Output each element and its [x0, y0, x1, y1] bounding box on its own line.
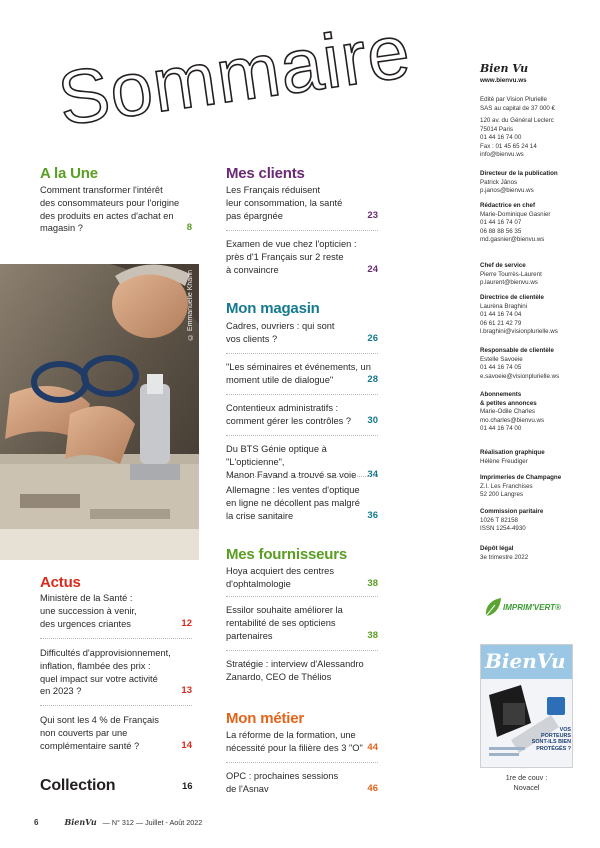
block-line: 3e trimestre 2022 — [480, 553, 529, 561]
block-line: 06 61 21 42 79 — [480, 319, 522, 327]
entry-text: Essilor souhaite améliorer la rentabilité de ses opticiens partenaires — [226, 605, 343, 641]
block-heading: Réalisation graphique — [480, 449, 545, 456]
divider — [226, 353, 378, 354]
section-title-collection[interactable]: Collection — [40, 777, 116, 794]
block-line[interactable]: e.savoeie@visionplurielle.ws — [480, 372, 560, 380]
masthead-block — [480, 545, 595, 562]
block-heading: Imprimeries de Champagne — [480, 474, 562, 481]
section-title-a-la-une: A la Une — [40, 165, 98, 182]
entry-text: Qui sont les 4 % de Français non couverts par une complémentaire santé ? — [40, 715, 159, 751]
address-line: 120 av. du Général Leclerc — [480, 117, 554, 124]
entry-page: 14 — [181, 739, 192, 751]
block-line: Patrick Jânos — [480, 178, 518, 186]
block-heading: Rédactrice en chef — [480, 202, 536, 209]
divider — [40, 638, 192, 639]
divider — [226, 650, 378, 651]
entry-page: 13 — [181, 685, 192, 697]
entry-text: Ministère de la Santé : une succession à venir, des urgences criantes — [40, 593, 137, 629]
block-line: Estelle Savoeie — [480, 355, 523, 363]
entry-text: Du BTS Génie optique à "L'opticienne", Manon Favand a trouvé sa voie — [226, 444, 357, 480]
entry-text: OPC : prochaines sessions de l'Asnav — [226, 771, 339, 794]
toc-entry[interactable] — [40, 184, 192, 235]
divider — [226, 476, 378, 477]
masthead-block — [480, 508, 595, 534]
toc-entry[interactable] — [226, 604, 378, 642]
masthead-publisher — [480, 96, 595, 113]
divider — [226, 762, 378, 763]
block-line[interactable]: md.gasnier@bienvu.ws — [480, 236, 545, 244]
masthead-block — [480, 449, 595, 466]
block-line: Laurèna Braghini — [480, 302, 528, 310]
block-line: Z.I. Les Franchises — [480, 482, 533, 490]
masthead-address — [480, 117, 595, 160]
section-title-actus: Actus — [40, 574, 81, 591]
toc-entry[interactable] — [226, 658, 378, 684]
masthead-block — [480, 391, 595, 434]
toc-entry[interactable] — [226, 238, 378, 276]
block-heading: Chef de service — [480, 262, 526, 269]
masthead-logo: Bien Vu — [480, 62, 529, 75]
masthead-block — [480, 474, 595, 500]
section-title-mon-magasin: Mon magasin — [226, 300, 320, 317]
masthead-block — [480, 294, 595, 337]
entry-text: Hoya acquiert des centres d'ophtalmologie — [226, 566, 335, 589]
block-line: Pierre Tourrès-Laurent — [480, 270, 542, 278]
entry-page: 23 — [367, 209, 378, 221]
title-text: Sommaire — [53, 8, 416, 143]
entry-page: 44 — [367, 741, 378, 753]
entry-page: 46 — [367, 782, 378, 794]
toc-entry[interactable] — [226, 770, 378, 796]
publisher-line: SAS au capital de 37 000 € — [480, 104, 555, 112]
toc-entry[interactable] — [226, 484, 378, 522]
cover-headline: VOS PORTEURS SONT-ILS BIEN PROTÉGÉS ? — [531, 727, 571, 752]
cover-thumbnail[interactable] — [480, 644, 573, 768]
entry-page: 34 — [367, 468, 378, 480]
entry-page: 28 — [367, 373, 378, 385]
cover-caption: 1re de couv : Novacel — [505, 773, 548, 792]
entry-text: "Les séminaires et événements, un moment utile de dialogue" — [226, 362, 371, 385]
masthead-block — [480, 262, 595, 288]
toc-entry[interactable] — [40, 647, 192, 698]
block-line: Marie-Dominique Gasnier — [480, 210, 551, 218]
toc-entry[interactable] — [226, 361, 378, 387]
collection-page: 16 — [182, 781, 193, 792]
entry-page: 24 — [367, 263, 378, 275]
masthead-block — [480, 170, 595, 196]
entry-text: Les Français réduisent leur consommation, la santé pas épargnée — [226, 185, 343, 221]
divider — [226, 596, 378, 597]
publisher-line: Edité par Vision Plurielle — [480, 96, 547, 103]
address-line: 75014 Paris — [480, 125, 514, 133]
divider — [40, 705, 192, 706]
block-line: 01 44 16 74 00 — [480, 425, 522, 433]
entry-text: Cadres, ouvriers : qui sont vos clients ? — [226, 321, 335, 344]
entry-page: 30 — [367, 414, 378, 426]
block-line: 1026 T 82158 — [480, 516, 518, 524]
toc-entry[interactable] — [40, 592, 192, 630]
cover-logo: BienVu — [485, 649, 566, 673]
address-line[interactable]: info@bienvu.ws — [480, 151, 524, 159]
block-heading: Commission paritaire — [480, 508, 544, 515]
masthead-block — [480, 202, 595, 245]
block-line: 01 44 16 74 04 — [480, 311, 522, 319]
entry-text: Allemagne : les ventes d'optique en ligne ne décollent pas malgré la crise sanitaire — [226, 485, 360, 521]
masthead-block — [480, 347, 595, 381]
issue-info: — N° 312 — Juillet - Août 2022 — [102, 818, 203, 827]
block-line[interactable]: p.laurent@bienvu.ws — [480, 279, 538, 287]
toc-entry[interactable] — [226, 184, 378, 222]
entry-page: 38 — [367, 629, 378, 641]
entry-page: 8 — [186, 222, 192, 234]
section-title-mon-metier: Mon métier — [226, 710, 305, 727]
toc-entry[interactable] — [226, 565, 378, 591]
block-heading: Dépôt légal — [480, 545, 514, 552]
section-title-mes-fournisseurs: Mes fournisseurs — [226, 546, 348, 563]
divider — [226, 394, 378, 395]
address-line: Fax : 01 45 65 24 14 — [480, 142, 537, 150]
block-heading: Directrice de clientèle — [480, 294, 544, 301]
block-line: Hélène Freudiger — [480, 457, 528, 465]
block-line: 01 44 16 74 07 — [480, 219, 522, 227]
address-line: 01 44 16 74 00 — [480, 134, 522, 142]
divider — [226, 435, 378, 436]
page-footer — [34, 817, 202, 827]
entry-text: Comment transformer l'intérêt des consommateurs pour l'origine des produits en actes d'achat en magasin ? — [40, 185, 180, 234]
block-heading: Abonnements & petites annonces — [480, 391, 537, 407]
optician-photo — [0, 264, 199, 560]
block-line: ISSN 1254-4930 — [480, 525, 526, 533]
entry-text: La réforme de la formation, une nécessité pour la filière des 3 "O" — [226, 730, 363, 753]
toc-entry[interactable] — [40, 714, 192, 752]
entry-text: Examen de vue chez l'opticien : près d'1 Français sur 2 reste à convaincre — [226, 239, 357, 275]
divider — [226, 230, 378, 231]
entry-text: Stratégie : interview d'Alessandro Zanardo, CEO de Thélios — [226, 659, 364, 682]
toc-entry[interactable] — [226, 320, 378, 346]
imprim-vert-label: IMPRIM'VERT® — [503, 603, 561, 612]
block-line[interactable]: mo.charles@bienvu.ws — [480, 416, 545, 424]
entry-text: Difficultés d'approvisionnement, inflation, flambée des prix : quel impact sur votre activité en 2023 ? — [40, 648, 171, 697]
block-line: Marie-Odile Charles — [480, 408, 536, 416]
block-line[interactable]: l.braghini@visionplurielle.ws — [480, 328, 558, 336]
block-line: 52 200 Langres — [480, 491, 524, 499]
block-heading: Directeur de la publication — [480, 170, 558, 177]
block-line: 01 44 16 74 05 — [480, 364, 522, 372]
toc-entry[interactable] — [226, 729, 378, 755]
block-line[interactable]: p.janos@bienvu.ws — [480, 187, 534, 195]
block-heading: Responsable de clientèle — [480, 347, 554, 354]
entry-page: 36 — [367, 509, 378, 521]
photo-credit: © Emmanuelle Khann — [187, 270, 194, 341]
leaf-icon — [483, 596, 503, 620]
page-number: 6 — [34, 818, 39, 827]
page-title — [46, 8, 416, 143]
entry-page: 12 — [181, 617, 192, 629]
block-line: 06 88 88 56 35 — [480, 227, 522, 235]
entry-page: 38 — [367, 577, 378, 589]
toc-entry[interactable] — [226, 402, 378, 428]
masthead-url[interactable]: www.bienvu.ws — [480, 77, 527, 84]
imprim-vert-logo — [483, 596, 583, 622]
footer-logo: BienVu — [64, 817, 97, 827]
section-title-mes-clients: Mes clients — [226, 165, 305, 182]
entry-page: 26 — [367, 332, 378, 344]
entry-text: Contentieux administratifs : comment gérer les contrôles ? — [226, 403, 352, 426]
